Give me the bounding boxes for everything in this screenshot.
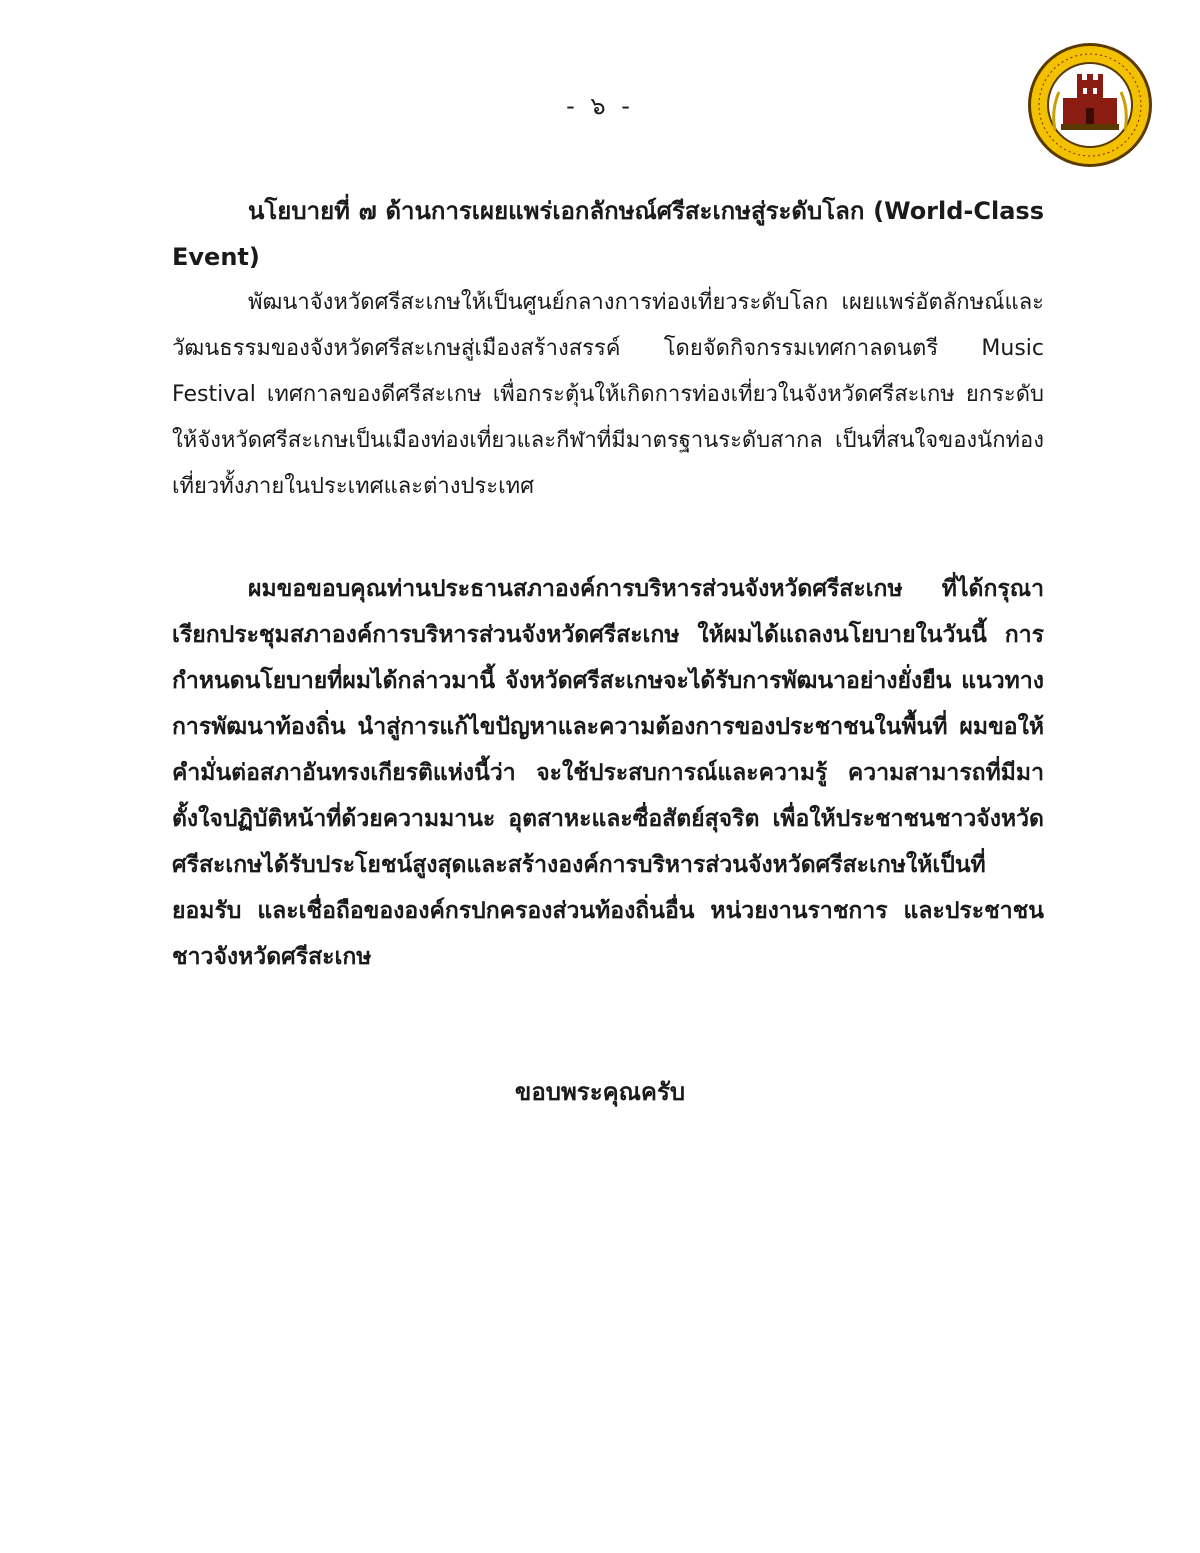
- document-content: [172, 188, 1044, 980]
- policy-heading: นโยบายที่ ๗ ด้านการเผยแพร่เอกลักษณ์ศรีสะเกษสู่ระดับโลก (World-Class Event): [172, 197, 1044, 271]
- closing-thanks: ขอบพระคุณครับ: [514, 1078, 686, 1106]
- policy-body: พัฒนาจังหวัดศรีสะเกษให้เป็นศูนย์กลางการท่องเที่ยวระดับโลก เผยแพร่อัตลักษณ์และวัฒนธรรมของจังหวัดศรีสะเกษสู่เมืองสร้างสรรค์ โดยจัดกิจกรรมเทศกาลดนตรี Music Festival เทศกาลของดีศรีสะเกษ เพื่อกระตุ้นให้เกิดการท่องเที่ยวในจังหวัดศรีสะเกษ ยกระดับให้จังหวัดศรีสะเกษเป็นเมืองท่องเที่ยวและกีฬาที่มีมาตรฐานระดับสากล เป็นที่สนใจของนักท่องเที่ยวทั้งภายในประเทศและต่างประเทศ: [172, 290, 1044, 499]
- sisaket-pao-seal-icon: [1025, 40, 1155, 170]
- closing-paragraph: ผมขอขอบคุณท่านประธานสภาองค์การบริหารส่วนจังหวัดศรีสะเกษ ที่ได้กรุณาเรียกประชุมสภาองค์การบริหารส่วนจังหวัดศรีสะเกษ ให้ผมได้แถลงนโยบายในวันนี้ การกำหนดนโยบายที่ผมได้กล่าวมานี้ จังหวัดศรีสะเกษจะได้รับการพัฒนาอย่างยั่งยืน แนวทางการพัฒนาท้องถิ่น นำสู่การแก้ไขปัญหาและความต้องการของประชาชนในพื้นที่ ผมขอให้คำมั่นต่อสภาอันทรงเกียรติแห่งนี้ว่า จะใช้ประสบการณ์และความรู้ ความสามารถที่มีมา ตั้งใจปฏิบัติหน้าที่ด้วยความมานะ อุตสาหะและซื่อสัตย์สุจริต เพื่อให้ประชาชนชาวจังหวัดศรีสะเกษได้รับประโยชน์สูงสุดและสร้างองค์การบริหารส่วนจังหวัดศรีสะเกษให้เป็นที่ยอมรับ และเชื่อถือขององค์กรปกครองส่วนท้องถิ่นอื่น หน่วยงานราชการ และประชาชนชาวจังหวัดศรีสะเกษ: [172, 576, 1044, 970]
- page-number: - ๖ -: [566, 92, 634, 120]
